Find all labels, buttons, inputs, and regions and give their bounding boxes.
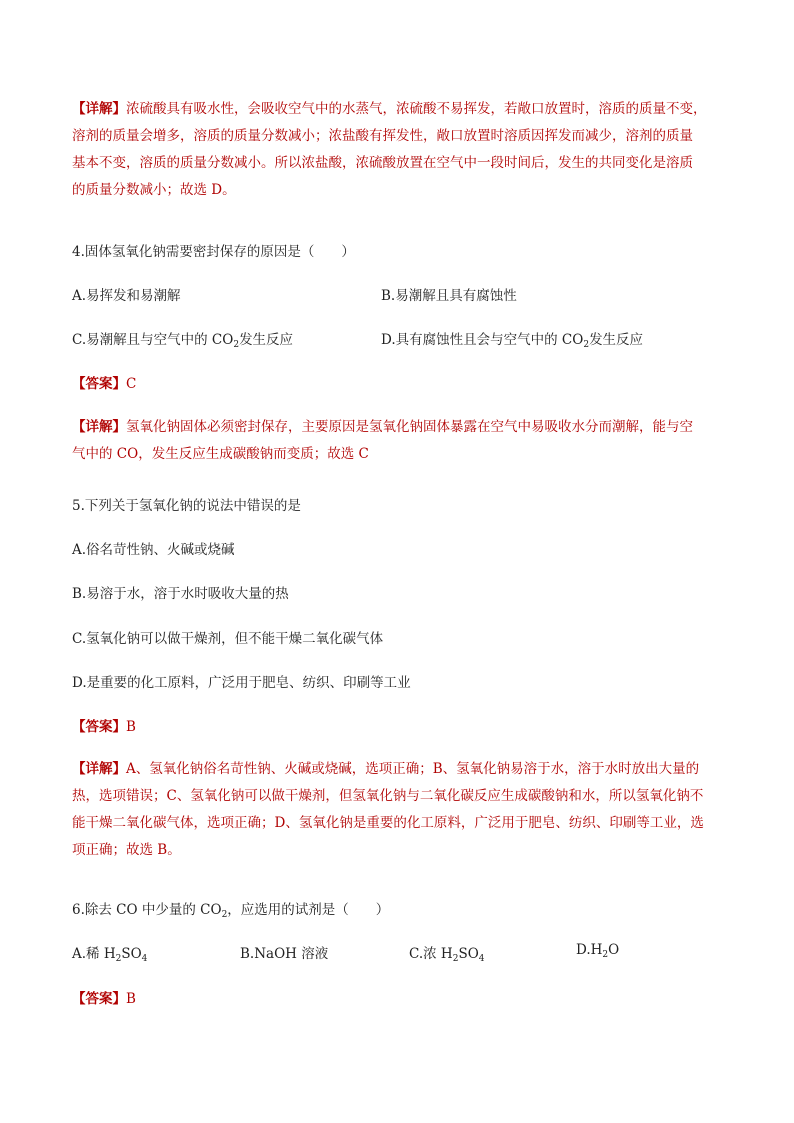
detail-tag: 【详解】 — [72, 101, 126, 117]
q6-option-a: A.稀 $H_2SO_4$ — [72, 946, 148, 964]
q6-option-d: $D.H_2O$ — [576, 942, 620, 960]
q4-option-b: B.易潮解且具有腐蚀性 — [381, 288, 517, 304]
q3-detail — [72, 96, 722, 204]
q4-option-a: A.易挥发和易潮解 — [72, 288, 181, 304]
detail-text: 溶剂的质量会增多，溶质的质量分数减小；浓盐酸有挥发性，敞口放置时溶质因挥发而减少，溶剂的质量 — [72, 128, 693, 144]
q6-option-c: C.浓 $H_2SO_4$ — [409, 946, 485, 964]
q5-option-d: D.是重要的化工原料，广泛用于肥皂、纺织、印刷等工业 — [72, 675, 411, 691]
q4-answer: 【答案】C — [72, 376, 137, 392]
q4-option-c: C.易潮解且与空气中的 $CO_2$发生反应 — [72, 332, 294, 350]
q5-option-b: B.易溶于水，溶于水时吸收大量的热 — [72, 586, 289, 602]
q4-option-d: D.具有腐蚀性且会与空气中的 $CO_2$发生反应 — [381, 332, 644, 350]
q5-stem: 5.下列关于氢氧化钠的说法中错误的是 — [72, 498, 301, 514]
q6-stem: 6.除去 CO 中少量的 $CO_2$，应选用的试剂是（ ） — [72, 902, 390, 920]
detail-text: 浓硫酸具有吸水性，会吸收空气中的水蒸气，浓硫酸不易挥发，若敞口放置时，溶质的质量不变， — [126, 101, 707, 117]
detail-text: 基本不变，溶质的质量分数减小。所以浓盐酸，浓硫酸放置在空气中一段时间后，发生的共同变化是溶质 — [72, 155, 693, 171]
q4-stem: 4.固体氢氧化钠需要密封保存的原因是（ ） — [72, 244, 355, 260]
q5-option-a: A.俗名苛性钠、火碱或烧碱 — [72, 542, 235, 558]
q5-detail: 【详解】A、氢氧化钠俗名苛性钠、火碱或烧碱，选项正确；B、氢氧化钠易溶于水，溶于水时放出大量的 热，选项错误；C、氢氧化钠可以做干燥剂，但氢氧化钠与二氧化碳反应生成碳酸钠和水，所以氢氧化钠不 能干燥二氧化碳气体，选项正确；D、氢氧化钠是重要的化工原料，广泛用于肥皂、纺织、印刷等工业，选 项正确；故选 B。 — [72, 761, 704, 858]
q5-answer: 【答案】B — [72, 719, 136, 735]
q6-option-b: B.NaOH 溶液 — [240, 946, 329, 962]
detail-text: 的质量分数减小；故选 D。 — [72, 182, 236, 198]
q4-detail: 【详解】氢氧化钠固体必须密封保存，主要原因是氢氧化钠固体暴露在空气中易吸收水分而潮解，能与空 气中的 CO，发生反应生成碳酸钠而变质；故选 C — [72, 419, 693, 462]
q5-option-c: C.氢氧化钠可以做干燥剂，但不能干燥二氧化碳气体 — [72, 631, 384, 647]
q6-answer: 【答案】B — [72, 991, 136, 1007]
